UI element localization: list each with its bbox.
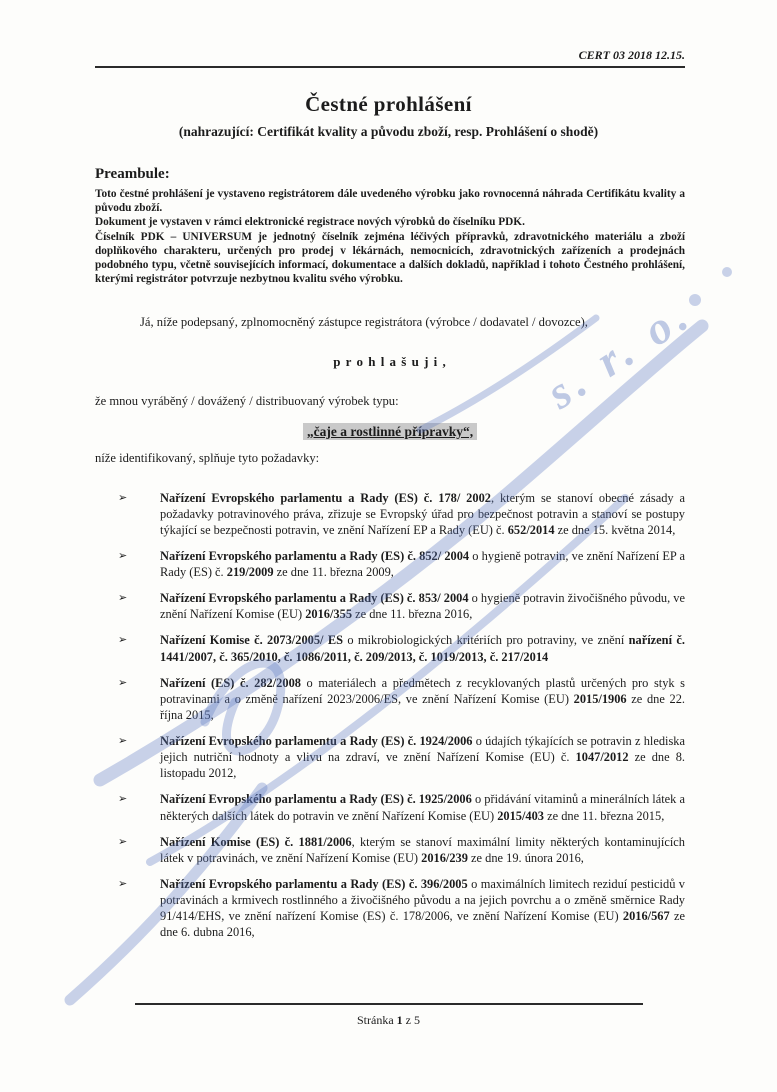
text-segment: Nařízení Komise č. 2073/2005/ ES — [160, 633, 343, 648]
document-header — [0, 0, 777, 68]
declaration-verb: p r o h l a š u j i , — [333, 353, 447, 369]
text-segment: o maximálních limitech reziduí pesticidů v potravinách a krmivech rostlinného a živočišného původu a na jejich povrchu a o změně směrnice Rady 91/414/EHS, ve znění nařízení Komise (ES) č. 178/2006, ve znění Nařízení Komise (EU) — [160, 876, 685, 924]
text-segment: Nařízení Evropského parlamentu a Rady (ES) č. 852/ 2004 — [160, 548, 470, 563]
text-segment: ze dne 19. února 2016, — [467, 850, 584, 865]
text-segment: ze dne 22. října 2015, — [160, 691, 686, 722]
product-intro: že mnou vyráběný / dovážený / distribuovaný výrobek typu: — [95, 393, 399, 408]
text-segment: 1047/2012 — [575, 750, 629, 765]
text-segment: o hygieně potravin živočišného původu, ve znění Nařízení Komise (EU) — [160, 591, 685, 622]
page-number-label — [0, 1013, 777, 1028]
arrow-bullet-icon: ➢ — [118, 634, 128, 647]
text-segment: Nařízení (ES) č. 282/2008 — [160, 675, 301, 690]
requirement-item — [118, 632, 685, 664]
text-segment: o hygieně potravin, ve znění Nařízení EP a Rady (ES) č. — [160, 548, 685, 580]
arrow-bullet-icon: ➢ — [118, 835, 128, 848]
arrow-bullet-icon: ➢ — [118, 877, 128, 890]
requirement-text — [160, 734, 685, 780]
page-footer — [0, 1003, 777, 1028]
requirement-item — [118, 791, 685, 823]
requirement-item — [118, 490, 685, 538]
text-segment: ze dne 8. listopadu 2012, — [160, 750, 685, 781]
preamble-heading: Preambule: — [95, 166, 170, 182]
footer-rule — [135, 1003, 643, 1005]
text-segment: o údajích týkajících se potravin z hlediska jejich nutriční hodnoty a vlivu na zdraví, ve znění Nařízení Komise (EU) č. — [160, 734, 685, 765]
requirement-item — [118, 548, 685, 580]
text-segment: 652/2014 — [507, 522, 555, 537]
declaration-intro: Já, níže podepsaný, zplnomocněný zástupce registrátora (výrobce / dodavatel / dovozce), — [140, 314, 588, 329]
requirement-text — [160, 835, 685, 865]
text-segment: Nařízení Evropského parlamentu a Rady (ES) č. 396/2005 — [160, 876, 468, 891]
doc-reference: CERT 03 2018 12.15. — [95, 48, 685, 68]
requirement-item — [118, 834, 685, 866]
requirement-item — [118, 590, 685, 622]
text-segment: Stránka — [357, 1013, 397, 1027]
text-segment: ze dne 11. března 2009, — [273, 565, 394, 580]
product-type-row — [95, 423, 685, 441]
document-subtitle: (nahrazující: Certifikát kvality a původu zboží, resp. Prohlášení o shodě) — [178, 124, 599, 139]
requirements-intro: níže identifikovaný, splňuje tyto požadavky: — [95, 450, 320, 465]
requirement-item — [118, 733, 685, 781]
arrow-bullet-icon: ➢ — [118, 676, 128, 689]
document-title: Čestné prohlášení — [305, 92, 472, 116]
requirement-text — [160, 549, 685, 579]
preamble-paragraph: Toto čestné prohlášení je vystaveno registrátorem dále uvedeného výrobku jako rovnocenná náhrada Certifikátu kvality a původu zboží. — [95, 188, 685, 215]
text-segment: 2016/567 — [622, 909, 670, 924]
text-segment: 2016/239 — [421, 850, 468, 865]
text-segment: ze dne 15. května 2014, — [554, 522, 676, 537]
requirement-item — [118, 675, 685, 723]
preamble-paragraphs — [95, 187, 685, 287]
preamble-paragraph: Číselník PDK – UNIVERSUM je jednotný číselník zejména léčivých přípravků, zdravotnického materiálu a zboží doplňkového charakteru, určených pro prodej v lékárnách, nemocnicích, zdravotnických zařízeních a prodejnách podobného typu, včetně souvisejících informací, dokumentace a dalších dokladů, například i tohoto Čestného prohlášení, kterými registrátor potvrzuje nezbytnou kvalitu svého výrobku. — [95, 230, 685, 286]
requirement-text — [160, 792, 685, 822]
text-segment: z 5 — [402, 1013, 420, 1027]
requirement-item — [118, 876, 685, 941]
document-body — [0, 166, 777, 940]
text-segment: 2015/403 — [497, 808, 544, 823]
arrow-bullet-icon: ➢ — [118, 549, 128, 562]
text-segment: o mikrobiologických kritériích pro potraviny, ve znění — [343, 633, 629, 648]
text-segment: , kterým se stanoví obecné zásady a požadavky potravinového práva, zřizuje se Evropský úřad pro bezpečnost potravin a stanoví se postupy týkající se bezpečnosti potravin, ve znění Nařízení EP a Rady (EU) č. — [160, 490, 685, 537]
text-segment: Nařízení Evropského parlamentu a Rady (ES) č. 1924/2006 — [160, 734, 473, 749]
product-type-highlight: „čaje a rostlinné přípravky“, — [303, 423, 477, 440]
requirements-list — [118, 490, 685, 941]
text-segment: Nařízení Evropského parlamentu a Rady (ES) č. 1925/2006 — [160, 792, 472, 807]
requirement-text — [160, 877, 685, 939]
requirement-text — [160, 633, 685, 663]
requirement-text — [160, 676, 685, 722]
text-segment: o materiálech a předmětech z recyklovaných plastů určených pro styk s potravinami a o změně nařízení 2023/2006/ES, ve znění Nařízení Komise (EU) — [160, 675, 685, 706]
watermark-fragment: s. r. o. — [537, 287, 702, 419]
arrow-bullet-icon: ➢ — [118, 592, 128, 605]
text-segment: Nařízení Evropského parlamentu a Rady (ES) č. 178/ 2002 — [160, 490, 491, 505]
text-segment: ze dne 11. března 2015, — [544, 808, 665, 823]
text-segment: 2015/1906 — [573, 691, 627, 706]
text-segment: 1 — [396, 1013, 403, 1027]
text-segment: 219/2009 — [226, 565, 274, 580]
arrow-bullet-icon: ➢ — [118, 793, 128, 806]
arrow-bullet-icon: ➢ — [118, 491, 128, 504]
text-segment: 2016/355 — [305, 607, 353, 622]
text-segment: Nařízení Komise (ES) č. 1881/2006 — [160, 834, 352, 849]
text-segment: , kterým se stanoví maximální limity některých kontaminujících látek v potravinách, ve znění Nařízení Komise (EU) — [160, 834, 685, 865]
text-segment: o přidávání vitaminů a minerálních látek a některých dalších látek do potravin ve znění Nařízení Komise (EU) — [160, 792, 685, 823]
requirement-text — [160, 591, 685, 621]
preamble-paragraph: Dokument je vystaven v rámci elektronické registrace nových výrobků do číselníku PDK. — [95, 216, 525, 229]
arrow-bullet-icon: ➢ — [118, 735, 128, 748]
text-segment: nařízení č. 1441/2007, č. 365/2010, č. 1086/2011, č. 209/2013, č. 1019/2013, č. 217/2014 — [160, 633, 685, 664]
text-segment: Nařízení Evropského parlamentu a Rady (ES) č. 853/ 2004 — [160, 591, 469, 606]
text-segment: ze dne 6. dubna 2016, — [160, 909, 685, 940]
requirement-text — [160, 491, 685, 537]
text-segment: ze dne 11. března 2016, — [352, 607, 473, 622]
